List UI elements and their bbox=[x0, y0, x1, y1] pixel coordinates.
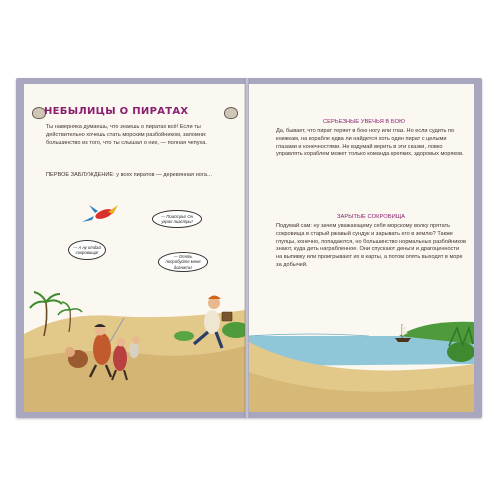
section-text-treasure: Подумай сам: ну зачем уважающему себя морскому волку прятать сокровища в старый ржавый сундук и зарывать его в землю? Также глупцы, конечно, попадаются, но большинство нормальных разбойников знают, куда деть награбленное. Они спускают деньги и драгоценности на выпивку или проигрывают их в карты, а потом опять выходят в море за добычей. bbox=[276, 223, 466, 268]
left-page bbox=[24, 84, 245, 412]
page-title: НЕБЫЛИЦЫ О ПИРАТАХ bbox=[44, 106, 189, 117]
intro-paragraph: Ты наверняка думаешь, что знаешь о пиратах всё! Если ты действительно хочешь стать морским разбойником, запомни: большинство из того, что ты слышал о них, — полная чепуха. bbox=[46, 124, 207, 146]
pirate-speech-bubble: — А ну отдай сокровища! bbox=[68, 240, 106, 260]
section-text-injuries: Да, бывает, что пират теряет в бою ногу или глаз. Но если судить по книжкам, на корабле едва ли найдется хоть один пират с целыми глазами и конечностями. Не вздумай верить в эти сказки, ловко управлять кораблем может только команда крепких, здоровых моряков. bbox=[276, 128, 464, 158]
book-spread bbox=[16, 78, 482, 418]
parrot-speech-bubble: — Пиастры! Он украл пиастры! bbox=[152, 210, 202, 228]
section-heading-injuries: СЕРЬЕЗНЫЕ УВЕЧЬЯ В БОЮ bbox=[323, 119, 405, 125]
misconception-label: ПЕРВОЕ ЗАБЛУЖДЕНИЕ: bbox=[46, 172, 115, 178]
sea-shore-illustration bbox=[249, 84, 474, 412]
right-page bbox=[249, 84, 474, 412]
boy-speech-bubble: — Опять попробуйте меня догнать! bbox=[158, 252, 208, 272]
misconception-text: у всех пиратов — деревянная нога… bbox=[114, 172, 213, 178]
section-heading-treasure: ЗАРЫТЫЕ СОКРОВИЩА bbox=[337, 214, 406, 220]
pirates-chase-illustration bbox=[24, 84, 245, 412]
